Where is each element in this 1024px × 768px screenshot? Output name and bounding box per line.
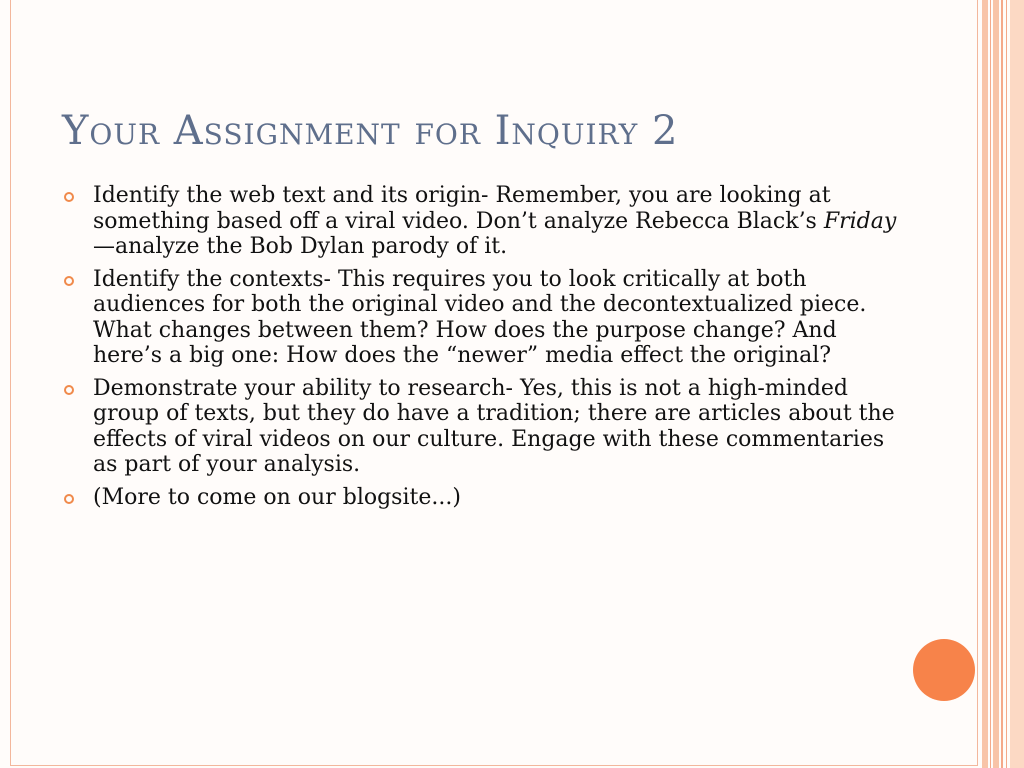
hollow-circle-bullet-icon: [64, 192, 74, 202]
bullet-item: [62, 267, 912, 369]
bullet-text-part: —analyze the Bob Dylan parody of it.: [93, 234, 508, 259]
decorative-stripe: [1006, 0, 1007, 768]
bullet-text-part: Identify the web text and its origin- Remember, you are looking at something based off a viral video. Don’t analyze Rebecca Black’s: [93, 183, 831, 234]
decorative-stripe: [993, 0, 999, 768]
bullet-item: [62, 376, 912, 478]
bullet-text: Demonstrate your ability to research- Yes, this is not a high-minded group of texts, but they do have a tradition; there are articles about the effects of viral videos on our culture. Engage with these commentaries as part of your analysis.: [93, 375, 895, 477]
bullet-text: Identify the contexts- This requires you to look critically at both audiences for both the original video and the decontextualized piece. What changes between them? How does the purpose change? And here’s a big one: How does the “newer” media effect the original?: [93, 266, 867, 368]
hollow-circle-bullet-icon: [64, 494, 74, 504]
bullet-item: [62, 183, 912, 260]
bullet-emphasis: Friday: [823, 208, 897, 234]
hollow-circle-bullet-icon: [64, 276, 74, 286]
decorative-stripe: [1010, 0, 1024, 768]
bullet-text: (More to come on our blogsite...): [93, 484, 461, 510]
bullet-list: [62, 183, 912, 517]
decorative-circle: [913, 639, 975, 701]
bullet-text: [93, 183, 896, 259]
slide-title: Your Assignment for Inquiry 2: [62, 108, 679, 154]
decorative-stripe: [982, 0, 988, 768]
decorative-stripe: [990, 0, 991, 768]
hollow-circle-bullet-icon: [64, 385, 74, 395]
bullet-item: [62, 485, 912, 511]
decorative-stripe: [1001, 0, 1003, 768]
